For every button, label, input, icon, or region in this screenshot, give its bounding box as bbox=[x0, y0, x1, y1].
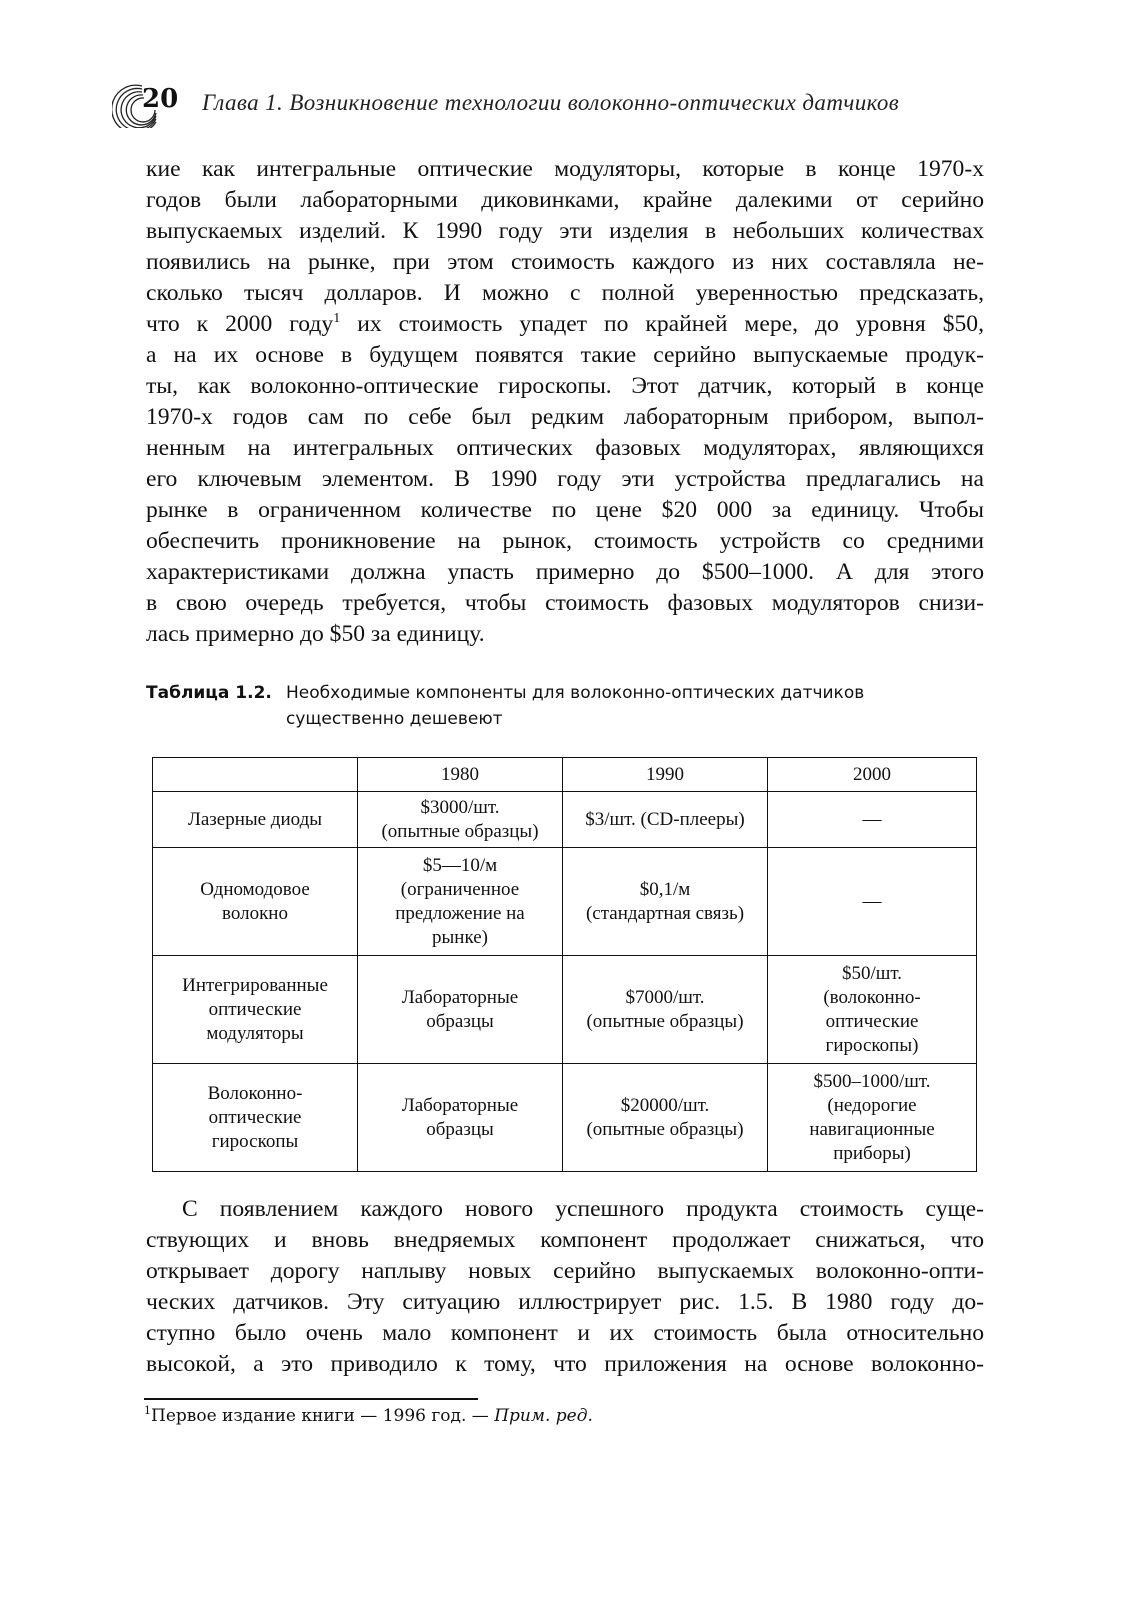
row-label-cell: Лазерные диоды bbox=[153, 792, 358, 848]
text-line: ческих датчиков. Эту ситуацию иллюстрирует рис. 1.5. В 1980 году до- bbox=[146, 1289, 984, 1315]
text-line: его ключевым элементом. В 1990 году эти устройства предлагались на bbox=[146, 466, 984, 492]
running-header bbox=[112, 78, 992, 128]
chapter-title: Глава 1. Возникновение технологии волоконно-оптических датчиков bbox=[202, 90, 900, 115]
table-cell: $500–1000/шт. (недорогие навигационные приборы) bbox=[768, 1064, 977, 1172]
text-fragment: их стоимость упадет по крайней мере, до уровня $50, bbox=[340, 311, 984, 337]
footnote bbox=[144, 1404, 593, 1428]
text-line: выпускаемых изделий. К 1990 году эти изделия в небольших количествах bbox=[146, 218, 984, 244]
text-line: 1970-х годов сам по себе был редким лабораторным прибором, выпол- bbox=[146, 404, 984, 430]
text-line: лась примерно до $50 за единицу. bbox=[146, 621, 485, 647]
text-line: ствующих и вновь внедряемых компонент продолжает снижаться, что bbox=[146, 1227, 984, 1253]
row-label-cell: Волоконно- оптические гироскопы bbox=[153, 1064, 358, 1172]
components-cost-table bbox=[152, 757, 977, 1172]
table-cell: Лабораторные образцы bbox=[358, 956, 563, 1064]
text-line: в свою очередь требуется, чтобы стоимость фазовых модуляторов снизи- bbox=[146, 590, 984, 616]
text-line: сколько тысяч долларов. И можно с полной уверенностью предсказать, bbox=[146, 280, 984, 306]
footnote-text: Первое издание книги — 1996 год. — bbox=[151, 1406, 495, 1426]
table-cell: $20000/шт. (опытные образцы) bbox=[563, 1064, 768, 1172]
page-number: 20 bbox=[142, 84, 179, 114]
header-cell: 1980 bbox=[358, 758, 563, 792]
table-cell: — bbox=[768, 792, 977, 848]
text-line: кие как интегральные оптические модуляторы, которые в конце 1970-х bbox=[146, 156, 984, 182]
table-row bbox=[153, 848, 977, 956]
table-cell: $50/шт. (волоконно- оптические гироскопы) bbox=[768, 956, 977, 1064]
text-fragment: что к 2000 году bbox=[146, 311, 334, 337]
header-cell: 1990 bbox=[563, 758, 768, 792]
text-line: характеристиками должна упасть примерно до $500–1000. А для этого bbox=[146, 559, 984, 585]
text-line: ненным на интегральных оптических фазовых модуляторах, являющихся bbox=[146, 435, 984, 461]
header-cell bbox=[153, 758, 358, 792]
text-line: открывает дорогу наплыву новых серийно выпускаемых волоконно-опти- bbox=[146, 1258, 984, 1284]
table-cell: $5—10/м (ограниченное предложение на рынке) bbox=[358, 848, 563, 956]
text-line-with-footnote bbox=[146, 309, 984, 340]
text-line: ты, как волоконно-оптические гироскопы. Этот датчик, который в конце bbox=[146, 373, 984, 399]
header-cell: 2000 bbox=[768, 758, 977, 792]
table-caption-label: Таблица 1.2. bbox=[146, 683, 272, 703]
text-line: годов были лабораторными диковинками, крайне далекими от серийно bbox=[146, 187, 984, 213]
table-cell: $7000/шт. (опытные образцы) bbox=[563, 956, 768, 1064]
row-label-cell: Одномодовое волокно bbox=[153, 848, 358, 956]
footnote-editor-note: Прим. ред. bbox=[494, 1406, 593, 1426]
table-caption-text: Необходимые компоненты для волоконно-оптических датчиков существенно дешевеют bbox=[286, 683, 865, 729]
table-header-row bbox=[153, 758, 977, 792]
body-paragraph-2 bbox=[146, 1194, 984, 1380]
text-line: ступно было очень мало компонент и их стоимость была относительно bbox=[146, 1320, 984, 1346]
table-cell: Лабораторные образцы bbox=[358, 1064, 563, 1172]
table-row bbox=[153, 792, 977, 848]
footnote-separator bbox=[144, 1398, 478, 1400]
text-line: С появлением каждого нового успешного продукта стоимость суще- bbox=[182, 1196, 984, 1222]
row-label-cell: Интегрированные оптические модуляторы bbox=[153, 956, 358, 1064]
table-cell: $3000/шт. (опытные образцы) bbox=[358, 792, 563, 848]
table-row bbox=[153, 1064, 977, 1172]
table-row bbox=[153, 956, 977, 1064]
body-paragraph-1 bbox=[146, 154, 984, 650]
text-line: рынке в ограниченном количестве по цене $20 000 за единицу. Чтобы bbox=[146, 497, 984, 523]
text-line: появились на рынке, при этом стоимость каждого из них составляла не- bbox=[146, 249, 984, 275]
text-line: обеспечить проникновение на рынок, стоимость устройств со средними bbox=[146, 528, 984, 554]
table-cell: — bbox=[768, 848, 977, 956]
page-number-badge bbox=[112, 78, 179, 128]
footnote-marker: 1 bbox=[333, 311, 341, 326]
table-cell: $3/шт. (CD-плееры) bbox=[563, 792, 768, 848]
text-line: высокой, а это приводило к тому, что приложения на основе волоконно- bbox=[146, 1351, 984, 1377]
footnote-marker: 1 bbox=[144, 1404, 151, 1417]
text-line: а на их основе в будущем появятся такие серийно выпускаемые продук- bbox=[146, 342, 984, 368]
table-cell: $0,1/м (стандартная связь) bbox=[563, 848, 768, 956]
